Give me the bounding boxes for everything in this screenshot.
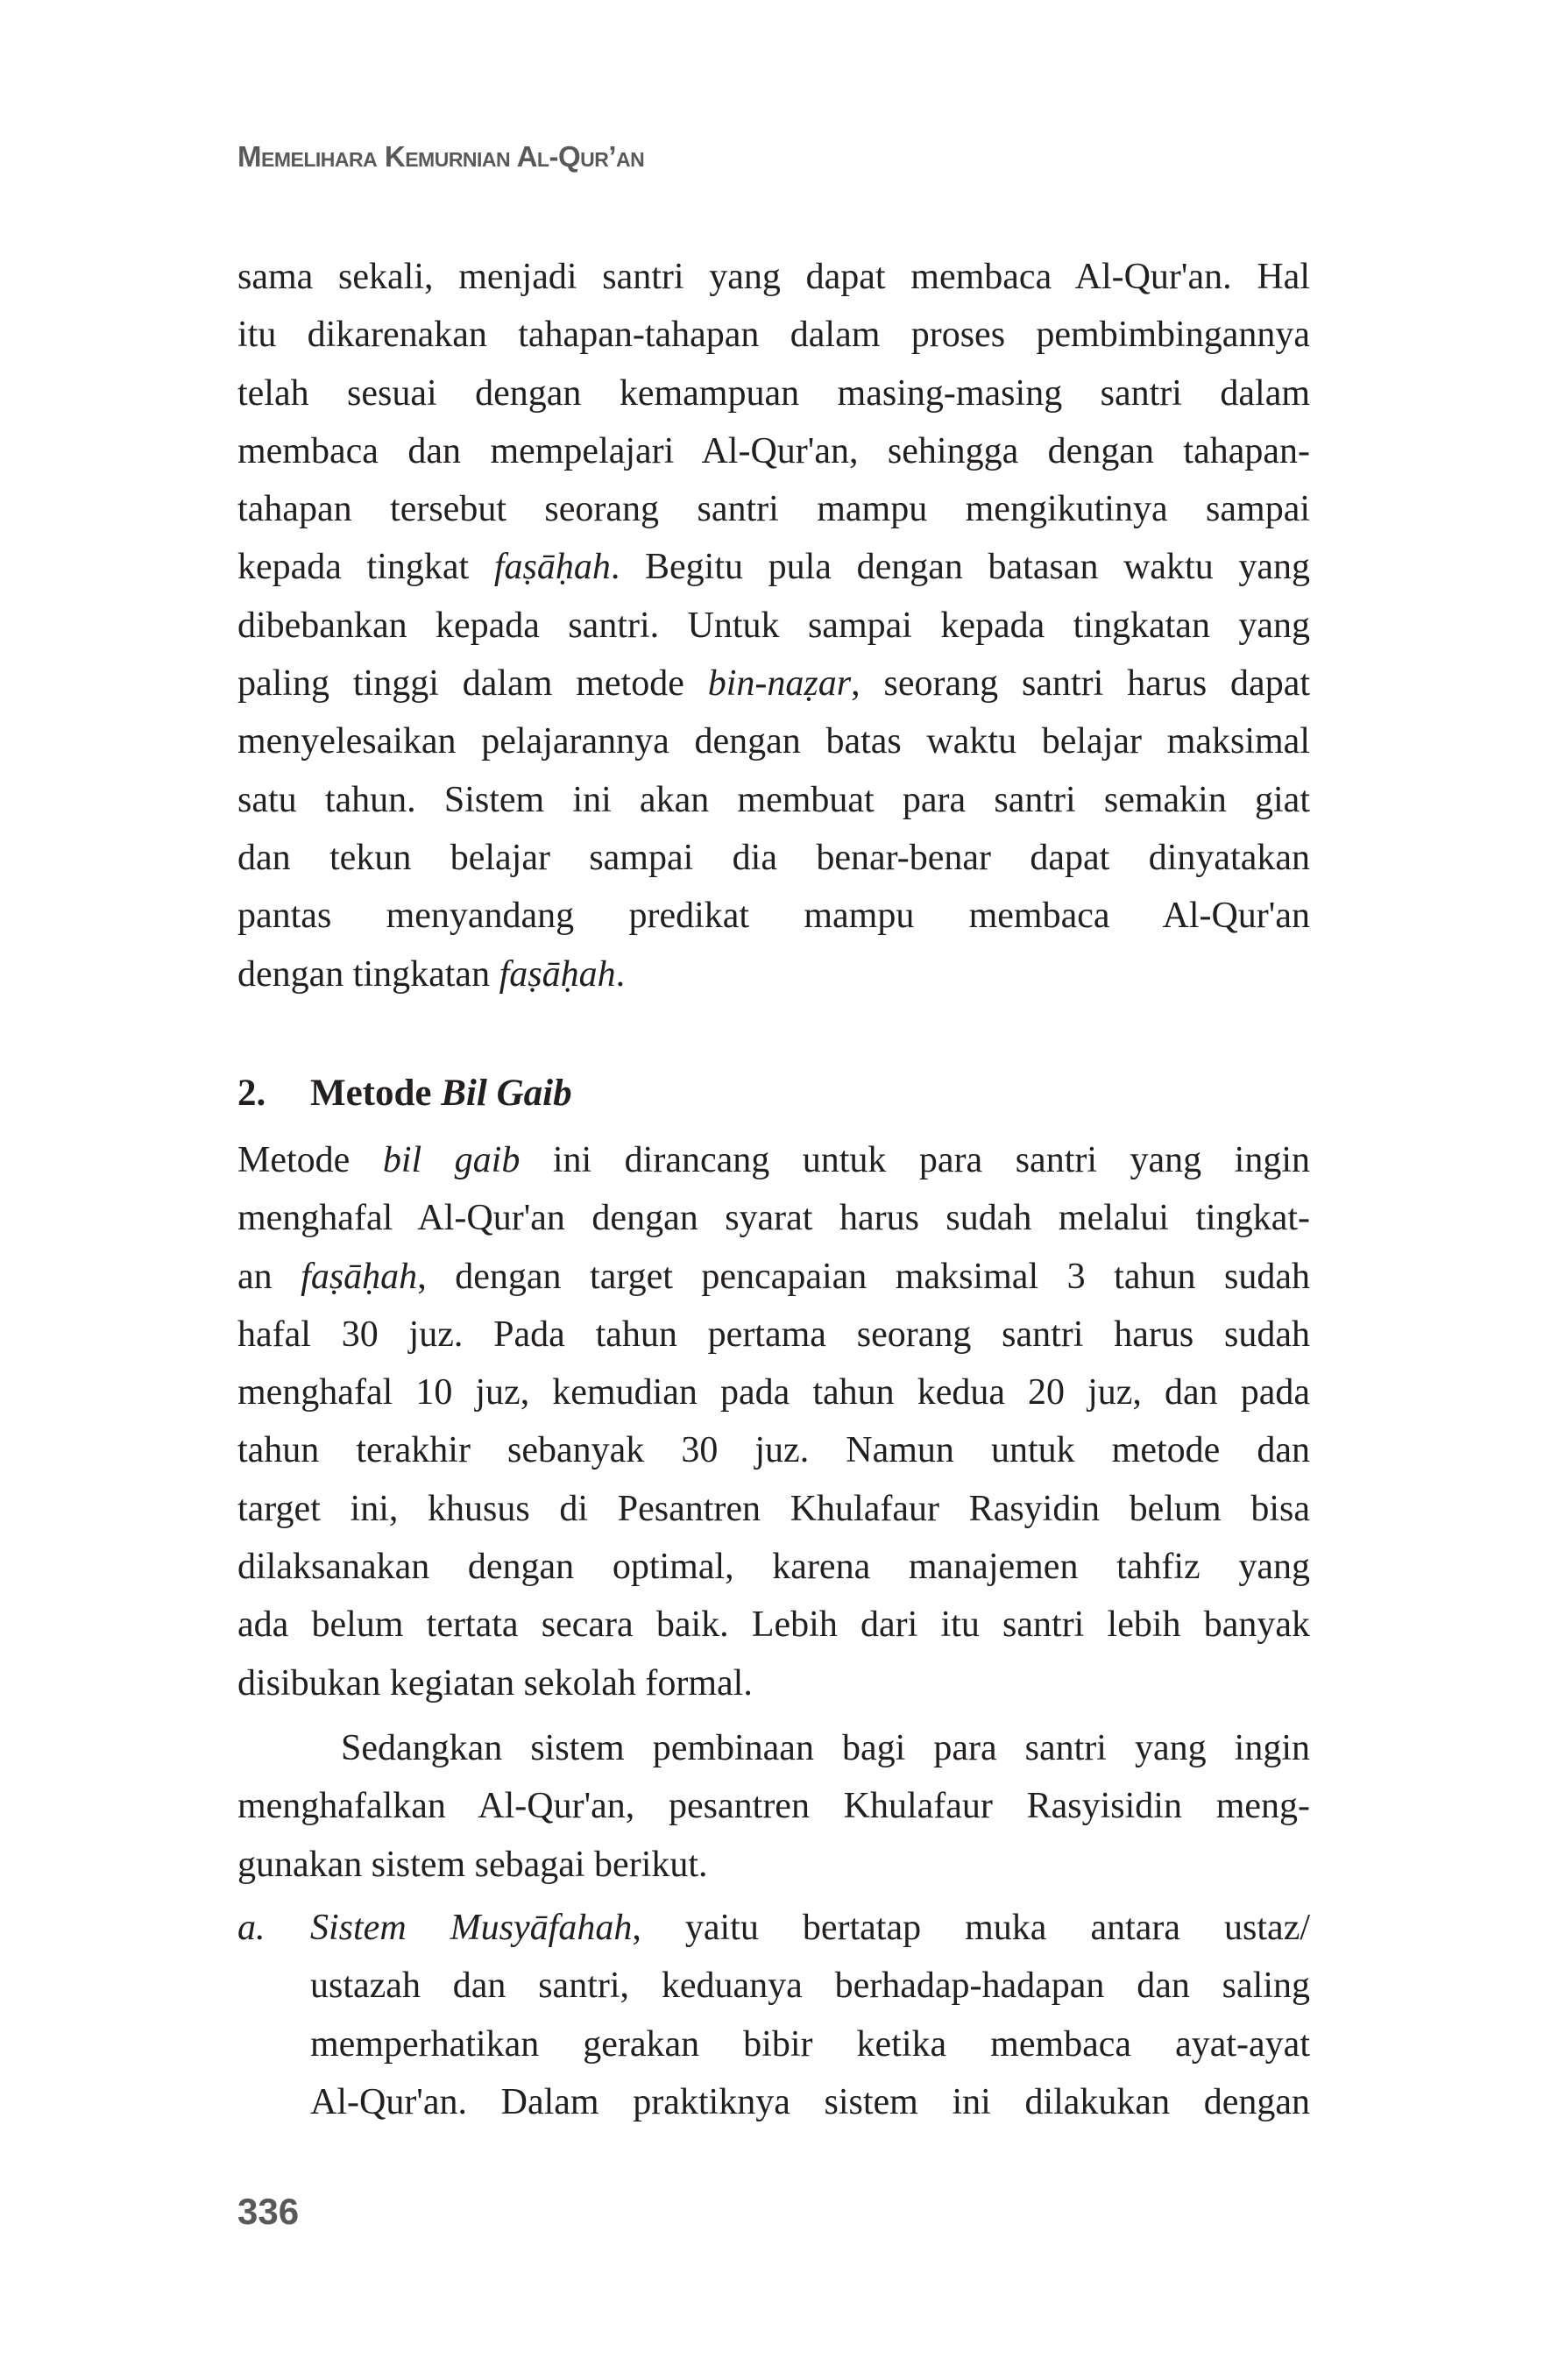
text-run: , yaitu bertatap muka antara ustaz/ (632, 1908, 1311, 1948)
text-line (237, 1836, 1310, 1894)
text-line (237, 1421, 1310, 1479)
text-line (237, 480, 1310, 538)
text-run: dibebankan kepada santri. Untuk sampai kepada tingkatan yang (237, 605, 1310, 646)
text-line (237, 306, 1310, 364)
text-run: , dengan target pencapaian maksimal 3 tahun sudah (417, 1256, 1310, 1297)
text-line (237, 1899, 1310, 1957)
running-head: Memelihara Kemurnian Al-Qur’an (237, 140, 645, 173)
list-item-text (237, 1899, 1310, 2131)
text-run: menghafalkan Al-Qur'an, pesantren Khulafaur Rasyisidin meng- (237, 1786, 1310, 1827)
text-run: dan tekun belajar sampai dia benar-benar dapat dinyatakan (237, 837, 1310, 878)
italic-term: bin-naẓar (707, 663, 852, 705)
text-line (237, 712, 1310, 770)
text-run: . (615, 953, 626, 995)
text-run: , seorang santri harus dapat (851, 663, 1310, 705)
text-line (237, 1654, 1310, 1712)
paragraph-3 (237, 1719, 1310, 1894)
text-line (237, 1596, 1310, 1654)
text-run: Sedangkan sistem pembinaan bagi para santri yang ingin (341, 1728, 1310, 1768)
text-run: membaca dan mempelajari Al-Qur'an, sehingga dengan tahapan- (237, 430, 1310, 471)
text-line (237, 1189, 1310, 1247)
text-run: disibukan kegiatan sekolah formal. (237, 1662, 753, 1704)
text-line (237, 365, 1310, 422)
text-run: sama sekali, menjadi santri yang dapat membaca Al-Qur'an. Hal (237, 257, 1310, 297)
text-run: pantas menyandang predikat mampu membaca Al-Qur'an (237, 896, 1310, 937)
text-line (237, 829, 1310, 887)
italic-term: Sistem Musyāfahah (310, 1908, 633, 1948)
text-line (237, 1306, 1310, 1364)
text-line (237, 2015, 1310, 2073)
text-run: gunakan sistem sebagai berikut. (237, 1844, 708, 1885)
text-line (237, 1777, 1310, 1835)
list-marker: a. (237, 1908, 266, 1948)
text-run: tahun terakhir sebanyak 30 juz. Namun untuk metode dan (237, 1430, 1310, 1471)
text-run: paling tinggi dalam metode (237, 663, 708, 705)
text-run: an (237, 1256, 301, 1297)
text-line (237, 1957, 1310, 2015)
text-line (237, 1248, 1310, 1306)
text-line (237, 1364, 1310, 1421)
section-title-italic: Bil Gaib (441, 1073, 572, 1114)
section-heading (237, 1065, 572, 1123)
text-line (237, 655, 1310, 712)
text-line (237, 248, 1310, 306)
text-run: Metode (237, 1140, 383, 1180)
text-run: menghafal Al-Qur'an dengan syarat harus sudah melalui tingkat- (237, 1198, 1310, 1239)
italic-term: faṣāḥah (301, 1256, 418, 1297)
section-number: 2. (237, 1073, 266, 1114)
text-run: target ini, khusus di Pesantren Khulafaur Rasyidin belum bisa (237, 1488, 1310, 1529)
text-run: menghafal 10 juz, kemudian pada tahun kedua 20 juz, dan pada (237, 1372, 1310, 1413)
text-line (237, 597, 1310, 655)
page-number: 336 (237, 2191, 300, 2232)
text-line (237, 422, 1310, 480)
text-run: menyelesaikan pelajarannya dengan batas waktu belajar maksimal (237, 721, 1310, 762)
text-line (237, 2073, 1310, 2131)
text-line (237, 946, 1310, 1003)
text-run: ini dirancang untuk para santri yang ingin (520, 1140, 1310, 1180)
text-run: telah sesuai dengan kemampuan masing-masing santri dalam (237, 372, 1310, 414)
text-run: satu tahun. Sistem ini akan membuat para santri semakin giat (237, 779, 1310, 820)
text-line (237, 1131, 1310, 1189)
list-item-a (237, 1899, 1310, 2131)
text-run: Al-Qur'an. Dalam praktiknya sistem ini dilakukan dengan (310, 2081, 1310, 2122)
text-line (237, 1480, 1310, 1538)
text-run: tahapan tersebut seorang santri mampu mengikutinya sampai (237, 489, 1310, 530)
italic-term: faṣāḥah (499, 953, 616, 995)
section-title: Metode (310, 1073, 442, 1114)
italic-term: bil gaib (382, 1140, 521, 1180)
text-run: dengan tingkatan (237, 953, 499, 995)
text-run: memperhatikan gerakan bibir ketika membaca ayat-ayat (310, 2023, 1310, 2065)
text-line (237, 887, 1310, 945)
text-line (237, 1538, 1310, 1596)
text-run: dilaksanakan dengan optimal, karena manajemen tahfiz yang (237, 1547, 1310, 1588)
text-line (237, 771, 1310, 829)
text-run: ada belum tertata secara baik. Lebih dari itu santri lebih banyak (237, 1604, 1310, 1646)
text-run: hafal 30 juz. Pada tahun pertama seorang santri harus sudah (237, 1314, 1310, 1355)
text-line (237, 1719, 1310, 1777)
italic-term: faṣāḥah (493, 547, 611, 588)
text-line (237, 538, 1310, 596)
text-run: kepada tingkat (237, 547, 494, 588)
text-run: . Begitu pula dengan batasan waktu yang (610, 547, 1311, 588)
text-run: ustazah dan santri, keduanya berhadap-hadapan dan saling (310, 1966, 1310, 2007)
paragraph-1 (237, 248, 1310, 1003)
paragraph-2 (237, 1131, 1310, 1712)
text-run: itu dikarenakan tahapan-tahapan dalam proses pembimbingannya (237, 315, 1310, 356)
